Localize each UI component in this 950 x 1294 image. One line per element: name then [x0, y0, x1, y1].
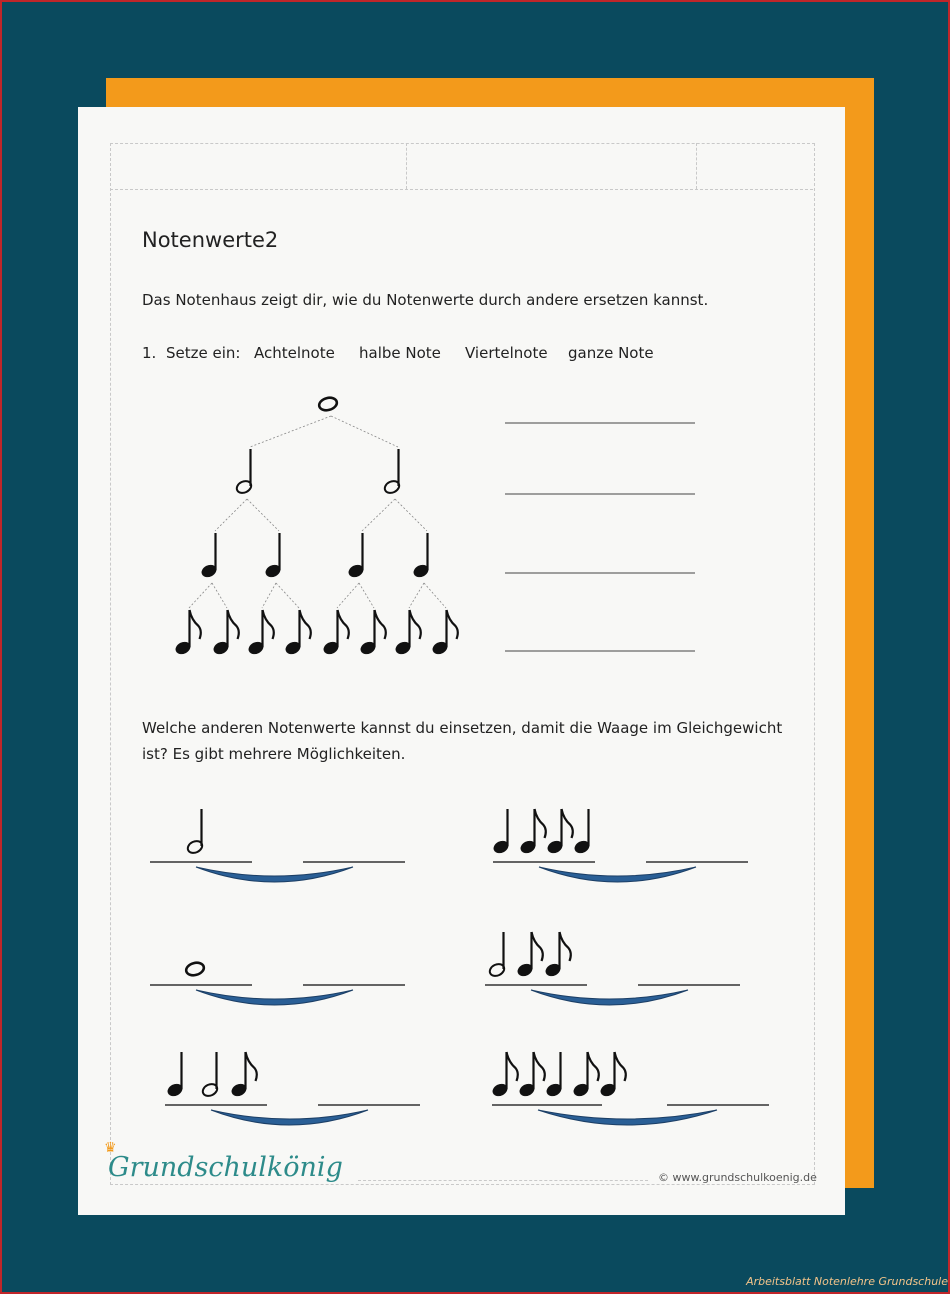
scale-beam [539, 867, 696, 882]
branch-line [189, 583, 212, 608]
whole-note-icon [185, 961, 205, 977]
branch-line [250, 416, 331, 447]
notenhaus-diagram [174, 396, 458, 656]
branch-line [362, 499, 395, 531]
half-note-icon [235, 449, 253, 495]
scale-beam [211, 1110, 368, 1125]
option-halbe-note: halbe Note [359, 344, 441, 362]
copyright-text: © www.grundschulkoenig.de [658, 1171, 817, 1184]
eighth-note-icon [491, 1052, 518, 1098]
balance-scale [485, 932, 740, 1005]
scale-beam [196, 867, 353, 882]
quarter-note-icon [545, 1052, 563, 1098]
image-caption: Arbeitsblatt Notenlehre Grundschule [746, 1275, 948, 1288]
branch-line [409, 583, 424, 608]
whole-note-icon [318, 396, 338, 412]
crown-icon: ♛ [104, 1140, 117, 1156]
branch-line [331, 416, 398, 447]
eighth-note-icon [212, 610, 239, 656]
eighth-note-icon [431, 610, 458, 656]
scale-beam [538, 1110, 717, 1125]
quarter-note-icon [166, 1052, 184, 1098]
eighth-note-icon [519, 809, 546, 855]
option-achtelnote: Achtelnote [254, 344, 335, 362]
branch-line [215, 499, 247, 531]
eighth-note-icon [359, 610, 386, 656]
branch-line [247, 499, 279, 531]
eighth-note-icon [322, 610, 349, 656]
branch-line [359, 583, 374, 608]
option-ganze-note: ganze Note [568, 344, 654, 362]
eighth-note-icon [518, 1052, 545, 1098]
eighth-note-icon [247, 610, 274, 656]
eighth-note-icon [230, 1052, 257, 1098]
scale-beam [196, 990, 353, 1005]
balance-scale [491, 1052, 769, 1125]
half-note-icon [201, 1052, 219, 1098]
quarter-note-icon [492, 809, 510, 855]
quarter-note-icon [200, 533, 218, 579]
eighth-note-icon [284, 610, 311, 656]
eighth-note-icon [572, 1052, 599, 1098]
quarter-note-icon [412, 533, 430, 579]
half-note-icon [186, 809, 204, 855]
balance-scale [492, 809, 748, 882]
task-prompt: Setze ein: [166, 344, 241, 362]
eighth-note-icon [516, 932, 543, 978]
branch-line [395, 499, 427, 531]
eighth-note-icon [394, 610, 421, 656]
option-viertelnote: Viertelnote [465, 344, 548, 362]
eighth-note-icon [544, 932, 571, 978]
eighth-note-icon [599, 1052, 626, 1098]
quarter-note-icon [573, 809, 591, 855]
quarter-note-icon [264, 533, 282, 579]
brand-logo: Grundschulkönig [108, 1152, 343, 1183]
balance-scale [150, 961, 405, 1005]
worksheet-title: Notenwerte2 [142, 228, 279, 252]
half-note-icon [488, 932, 506, 978]
branch-line [212, 583, 227, 608]
scale-beam [531, 990, 688, 1005]
question-text: Welche anderen Notenwerte kannst du einsetzen, damit die Waage im Gleichgewicht ist? Es gibt mehrere Möglichkeiten. [142, 719, 783, 763]
eighth-note-icon [174, 610, 201, 656]
branch-line [276, 583, 299, 608]
half-note-icon [383, 449, 401, 495]
task-number: 1. [142, 344, 157, 362]
quarter-note-icon [347, 533, 365, 579]
balance-scale [150, 809, 405, 882]
branch-line [337, 583, 359, 608]
scales-exercise [150, 809, 769, 1125]
answer-lines [505, 423, 695, 651]
intro-text: Das Notenhaus zeigt dir, wie du Notenwerte durch andere ersetzen kannst. [142, 291, 709, 309]
footer-divider [358, 1180, 648, 1181]
eighth-note-icon [546, 809, 573, 855]
branch-line [262, 583, 276, 608]
branch-line [424, 583, 446, 608]
balance-scale [165, 1052, 420, 1125]
